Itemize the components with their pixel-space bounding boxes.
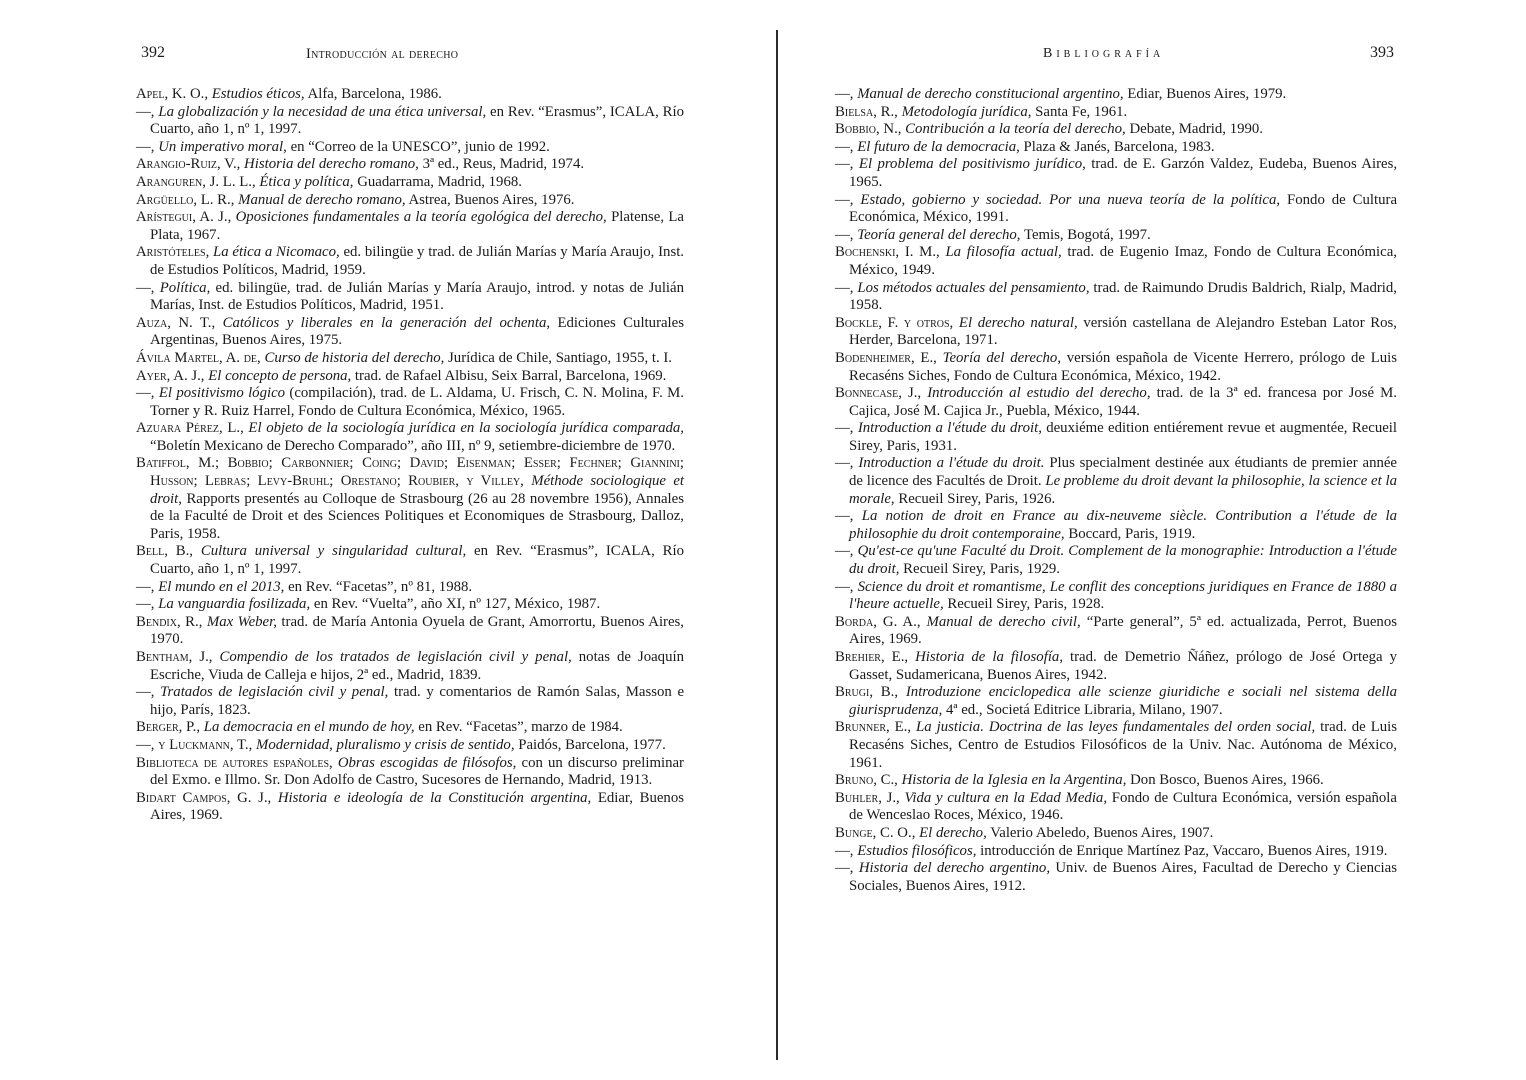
- entry-title: El mundo en el 2013,: [158, 578, 285, 595]
- entry-author: —,: [835, 860, 854, 877]
- entry-details: notas de Joaquín Escriche, Viuda de Calleja e hijos, 2ª ed., Madrid, 1839.: [150, 649, 684, 683]
- bibliography-entry: [835, 104, 1397, 122]
- entry-title: Estado, gobierno y sociedad. Por una nueva teoría de la política,: [860, 191, 1281, 208]
- entry-title: Un imperativo moral,: [158, 138, 287, 155]
- entry-title: Tratados de legislación civil y penal,: [160, 684, 389, 701]
- entry-author: Berger, P.,: [136, 719, 201, 736]
- entry-author: Buhler, J.,: [835, 789, 900, 806]
- entry-author: —,: [835, 420, 854, 437]
- entry-title: Historia de la Iglesia en la Argentina,: [901, 772, 1127, 789]
- entry-title: Manual de derecho civil,: [926, 613, 1081, 630]
- entry-details: trad. de Rafael Albisu, Seix Barral, Barcelona, 1969.: [354, 367, 667, 384]
- entry-title: El positivismo lógico: [158, 385, 286, 402]
- bibliography-entry: [136, 368, 684, 386]
- page-number-left: 392: [141, 44, 165, 61]
- entry-author: —,: [136, 103, 155, 120]
- entry-details: Recueil Sirey, Paris, 1929.: [903, 561, 1060, 578]
- entry-author: —,: [136, 578, 155, 595]
- entry-details: ed. bilingüe, trad. de Julián Marías y María Araujo, introd. y notas de Julián Marías, Inst. de Estudios Políticos, Madrid, 1951.: [150, 279, 685, 314]
- entry-title: Católicos y liberales en la generación del ochenta,: [222, 314, 551, 331]
- entry-title: La globalización y la necesidad de una ética universal,: [158, 103, 487, 120]
- entry-author: Biblioteca de autores españoles,: [136, 754, 333, 771]
- bibliography-entry: [136, 192, 684, 210]
- entry-title: Metodología jurídica,: [901, 103, 1032, 120]
- entry-details: introducción de Enrique Martínez Paz, Vaccaro, Buenos Aires, 1919.: [980, 842, 1388, 859]
- entry-author: Bobbio, N.,: [835, 121, 902, 138]
- entry-title: Modernidad, pluralismo y crisis de sentido,: [256, 736, 515, 753]
- entry-details: ed. bilingüe y trad. de Julián Marías y María Araujo, Inst. de Estudios Políticos, Madrid, 1959.: [150, 244, 685, 278]
- running-head-left: Introducción al derecho: [306, 46, 459, 62]
- bibliography-entry: [835, 772, 1397, 790]
- entry-title: Méthode sociologique et droit,: [150, 473, 685, 507]
- bibliography-list-left: [136, 86, 684, 825]
- entry-author: —,: [835, 226, 854, 243]
- entry-details: versión española de Vicente Herrero, prólogo de Luis Recaséns Siches, Fondo de Cultura Económica, México, 1942.: [849, 349, 1398, 384]
- entry-author: Apel, K. O.,: [136, 86, 209, 102]
- bibliography-entry: [835, 684, 1397, 719]
- entry-details: Santa Fe, 1961.: [1035, 103, 1128, 120]
- entry-details: Ediar, Buenos Aires, 1979.: [1127, 86, 1287, 102]
- entry-author: —,: [136, 279, 155, 296]
- entry-details: Valerio Abeledo, Buenos Aires, 1907.: [990, 824, 1214, 841]
- entry-author: Auza, N. T.,: [136, 314, 216, 331]
- bibliography-entry: [835, 192, 1397, 227]
- entry-details: (compilación), trad. de L. Aldama, U. Frisch, C. N. Molina, F. M. Torner y R. Ruiz Harrel, Fondo de Cultura Económica, México, 1965.: [150, 385, 684, 419]
- bibliography-entry: [835, 315, 1397, 350]
- entry-title: El problema del positivismo jurídico,: [858, 156, 1086, 173]
- entry-details: trad. de María Antonia Oyuela de Grant, Amorrortu, Buenos Aires, 1970.: [150, 613, 685, 648]
- bibliography-entry: [835, 244, 1397, 279]
- entry-author: Arangio-Ruiz, V.,: [136, 156, 241, 173]
- entry-title: Introducción al estudio del derecho,: [927, 385, 1151, 402]
- entry-author: Bochenski, I. M.,: [835, 244, 940, 261]
- entry-author: Aranguren, J. L. L.,: [136, 173, 256, 190]
- page-number-right: 393: [1370, 44, 1394, 61]
- bibliography-entry: [136, 596, 684, 614]
- entry-details: trad. de Raimundo Drudis Baldrich, Rialp, Madrid, 1958.: [849, 279, 1398, 314]
- bibliography-entry: [136, 719, 684, 737]
- bibliography-list-right: [835, 86, 1397, 895]
- bibliography-entry: [136, 455, 684, 543]
- entry-details: en Rev. “Erasmus”, ICALA, Río Cuarto, año 1, nº 1, 1997.: [150, 543, 685, 578]
- entry-title: La justicia. Doctrina de las leyes fundamentales del orden social,: [916, 719, 1316, 736]
- bibliography-entry: [136, 755, 684, 790]
- bibliography-entry: [136, 104, 684, 139]
- entry-title: Cultura universal y singularidad cultural,: [200, 543, 467, 560]
- entry-author: Ayer, A. J.,: [136, 367, 205, 384]
- bibliography-entry: [835, 790, 1397, 825]
- entry-details: “Boletín Mexicano de Derecho Comparado”, año III, nº 9, setiembre-diciembre de 1970.: [150, 437, 676, 454]
- entry-details: trad. de E. Garzón Valdez, Eudeba, Buenos Aires, 1965.: [849, 156, 1398, 190]
- entry-title: Manual de derecho constitucional argentino,: [857, 86, 1124, 102]
- entry-title: Le probleme du droit devant la philosophie, la science et la morale,: [849, 473, 1397, 507]
- entry-details: Ediciones Culturales Argentinas, Buenos Aires, 1975.: [150, 314, 684, 349]
- entry-title: Historia e ideología de la Constitución argentina,: [277, 789, 592, 806]
- entry-title: Introduction a l'étude du droit.: [858, 455, 1045, 472]
- entry-title: Historia del derecho argentino,: [858, 860, 1051, 877]
- bibliography-entry: [835, 350, 1397, 385]
- bibliography-entry: [835, 156, 1397, 191]
- entry-details: Rapports presentés au Colloque de Strasbourg (26 au 28 novembre 1956), Annales de la Faculté de Droit et des Sciences Politiques et Economiques de Strasbourg, Dalloz, Paris, 1958.: [150, 490, 684, 542]
- bibliography-entry: [136, 209, 684, 244]
- bibliography-entry: [136, 614, 684, 649]
- entry-author: Bidart Campos, G. J.,: [136, 789, 272, 806]
- entry-title: Ética y política,: [259, 173, 354, 190]
- entry-details: en Rev. “Erasmus”, ICALA, Río Cuarto, año 1, nº 1, 1997.: [150, 103, 684, 138]
- entry-author: Bockle, F. y otros,: [835, 314, 954, 331]
- entry-details: trad. de la 3ª ed. francesa por José M. Cajica, José M. Cajica Jr., Puebla, México, 1944.: [849, 385, 1398, 419]
- entry-title: Obras escogidas de filósofos,: [337, 754, 517, 771]
- entry-author: Argüello, L. R.,: [136, 191, 235, 208]
- entry-details: Platense, La Plata, 1967.: [150, 209, 684, 243]
- entry-title: Política,: [159, 279, 211, 296]
- entry-author: —,: [136, 138, 155, 155]
- bibliography-entry: [835, 825, 1397, 843]
- entry-title: La filosofía actual,: [945, 244, 1062, 261]
- entry-title: Oposiciones fundamentales a la teoría egológica del derecho,: [235, 209, 607, 226]
- entry-details: Don Bosco, Buenos Aires, 1966.: [1130, 772, 1324, 789]
- entry-author: —,: [835, 543, 854, 560]
- entry-title: Science du droit et romantisme, Le conflit des conceptions juridiques en France de 1880 a l'heure actuelle,: [849, 578, 1397, 613]
- entry-details: Plus specialment destinée aux étudiants de premier année de licence des Facultés de Droit.: [849, 455, 1397, 490]
- entry-author: Bendix, R.,: [136, 613, 203, 630]
- bibliography-entry: [136, 156, 684, 174]
- entry-details: Recueil Sirey, Paris, 1928.: [947, 596, 1105, 613]
- entry-details: versión castellana de Alejandro Esteban Lator Ros, Herder, Barcelona, 1971.: [849, 314, 1397, 349]
- entry-author: —,: [136, 684, 155, 701]
- entry-author: Borda, G. A.,: [835, 613, 921, 630]
- entry-author: —,: [835, 455, 854, 472]
- entry-details: Jurídica de Chile, Santiago, 1955, t. I.: [448, 349, 673, 366]
- bibliography-entry: [136, 385, 684, 420]
- bibliography-entry: [136, 280, 684, 315]
- entry-details: Ediar, Buenos Aires, 1969.: [150, 789, 684, 824]
- bibliography-entry: [136, 684, 684, 719]
- bibliography-entry: [136, 315, 684, 350]
- entry-author: —,: [136, 385, 155, 402]
- entry-title: La vanguardia fosilizada,: [158, 596, 311, 613]
- entry-details: Debate, Madrid, 1990.: [1129, 121, 1263, 138]
- entry-details: Plaza & Janés, Barcelona, 1983.: [1023, 138, 1215, 155]
- entry-title: Introduzione enciclopedica alle scienze giuridiche e sociali nel sistema della giurisprudenza,: [849, 684, 1398, 718]
- entry-title: Curso de historia del derecho,: [264, 349, 445, 366]
- right-page: [763, 0, 1526, 1080]
- entry-title: El concepto de persona,: [208, 367, 352, 384]
- bibliography-entry: [136, 649, 684, 684]
- entry-author: Brehier, E.,: [835, 649, 909, 665]
- entry-title: Estudios éticos,: [211, 86, 305, 102]
- entry-author: Ávila Martel, A. de,: [136, 349, 261, 366]
- entry-author: —,: [136, 596, 155, 613]
- entry-author: Bonnecase, J.,: [835, 385, 922, 402]
- entry-details: en “Correo de la UNESCO”, junio de 1992.: [290, 138, 550, 155]
- entry-title: Historia de la filosofía,: [915, 649, 1064, 665]
- bibliography-entry: [835, 139, 1397, 157]
- bibliography-entry: [835, 860, 1397, 895]
- entry-details: Alfa, Barcelona, 1986.: [307, 86, 442, 102]
- entry-author: —,: [835, 279, 854, 296]
- entry-details: con un discurso preliminar del Exmo. e Illmo. Sr. Don Adolfo de Castro, Sucesores de Hernando, Madrid, 1913.: [150, 754, 684, 789]
- bibliography-entry: [835, 280, 1397, 315]
- entry-title: Qu'est-ce qu'une Faculté du Droit. Complement de la monographie: Introduction a l'étude du droit,: [849, 543, 1397, 578]
- entry-details: trad. y comentarios de Ramón Salas, Masson e hijo, París, 1823.: [150, 684, 685, 718]
- entry-author: Batiffol, M.; Bobbio; Carbonnier; Coing; David; Eisenman; Esser; Fechner; Giannini; Husson; Lebras; Levy-Bruhl; Orestano; Roubier, y Villey,: [136, 455, 684, 490]
- entry-title: Manual de derecho romano,: [238, 191, 406, 208]
- bibliography-entry: [835, 508, 1397, 543]
- entry-title: Contribución a la teoría del derecho,: [905, 121, 1126, 138]
- entry-author: —,: [835, 86, 854, 102]
- entry-author: Arístegui, A. J.,: [136, 209, 232, 226]
- entry-author: —,: [835, 508, 854, 525]
- bibliography-entry: [835, 843, 1397, 861]
- bibliography-entry: [136, 174, 684, 192]
- entry-title: La ética a Nicomaco,: [213, 244, 340, 261]
- bibliography-entry: [136, 139, 684, 157]
- entry-details: “Parte general”, 5ª ed. actualizada, Perrot, Buenos Aires, 1969.: [849, 613, 1397, 648]
- entry-title: Introduction a l'étude du droit,: [857, 420, 1042, 437]
- bibliography-entry: [835, 385, 1397, 420]
- entry-details: Fondo de Cultura Económica, versión española de Wenceslao Roces, México, 1946.: [849, 789, 1397, 824]
- bibliography-entry: [835, 543, 1397, 578]
- bibliography-entry: [136, 420, 684, 455]
- entry-details: trad. de Luis Recaséns Siches, Centro de Estudios Filosóficos de la Univ. Nac. Autónoma de México, 1961.: [849, 719, 1398, 771]
- entry-details: Temis, Bogotá, 1997.: [1023, 226, 1151, 243]
- bibliography-entry: [136, 350, 684, 368]
- entry-author: Bodenheimer, E.,: [835, 349, 937, 366]
- entry-author: Bielsa, R.,: [835, 103, 898, 120]
- running-head-right: Bibliografía: [1043, 46, 1165, 61]
- entry-details: Guadarrama, Madrid, 1968.: [357, 173, 522, 190]
- bibliography-entry: [136, 86, 684, 104]
- entry-author: —,: [835, 191, 854, 208]
- entry-title: El objeto de la sociología jurídica en la sociología jurídica comparada,: [248, 420, 684, 437]
- bibliography-entry: [835, 579, 1397, 614]
- bibliography-entry: [835, 614, 1397, 649]
- entry-author: Brugi, B.,: [835, 684, 899, 701]
- entry-title: La notion de droit en France au dix-neuveme siècle. Contribution a l'étude de la philosophie du droit contemporaine,: [849, 508, 1398, 542]
- entry-author: Brunner, E.,: [835, 719, 912, 736]
- bibliography-entry: [136, 579, 684, 597]
- entry-author: Bentham, J.,: [136, 649, 213, 665]
- bibliography-entry: [835, 719, 1397, 772]
- entry-details: Boccard, Paris, 1919.: [1068, 525, 1196, 542]
- entry-title: Vida y cultura en la Edad Media,: [904, 789, 1108, 806]
- entry-title: La democracia en el mundo de hoy,: [203, 719, 415, 736]
- entry-details: en Rev. “Vuelta”, año XI, nº 127, México, 1987.: [313, 596, 601, 613]
- bibliography-entry: [136, 737, 684, 755]
- entry-title: Historia del derecho romano,: [244, 156, 419, 173]
- entry-details: 4ª ed., Societá Editrice Libraria, Milano, 1907.: [946, 701, 1223, 718]
- entry-title: Teoría general del derecho,: [857, 226, 1021, 243]
- entry-author: Bruno, C.,: [835, 772, 898, 789]
- entry-title: Los métodos actuales del pensamiento,: [857, 279, 1090, 296]
- entry-details: en Rev. “Facetas”, marzo de 1984.: [418, 719, 623, 736]
- entry-details: Astrea, Buenos Aires, 1976.: [408, 191, 575, 208]
- bibliography-entry: [136, 543, 684, 578]
- entry-author: —,: [835, 156, 854, 173]
- bibliography-entry: [136, 790, 684, 825]
- entry-details: Univ. de Buenos Aires, Facultad de Derecho y Ciencias Sociales, Buenos Aires, 1912.: [849, 860, 1397, 894]
- bibliography-entry: [835, 455, 1397, 508]
- entry-details: trad. de Eugenio Imaz, Fondo de Cultura Económica, México, 1949.: [849, 244, 1397, 278]
- entry-details: Fondo de Cultura Económica, México, 1991.: [849, 191, 1398, 226]
- bibliography-entry: [835, 420, 1397, 455]
- entry-author: Aristóteles,: [136, 244, 210, 261]
- entry-title: Max Weber,: [206, 613, 277, 630]
- entry-title: El derecho,: [919, 824, 987, 841]
- entry-details: en Rev. “Facetas”, nº 81, 1988.: [288, 578, 473, 595]
- bibliography-entry: [835, 121, 1397, 139]
- bibliography-entry: [835, 649, 1397, 684]
- bibliography-entry: [835, 227, 1397, 245]
- entry-author: Bell, B.,: [136, 543, 194, 560]
- bibliography-entry: [136, 244, 684, 279]
- entry-author: —,: [835, 138, 854, 155]
- entry-title: Estudios filosóficos,: [857, 842, 977, 859]
- entry-author: Bunge, C. O.,: [835, 824, 916, 841]
- entry-details: deuxiéme edition entiérement revue et augmentée, Recueil Sirey, Paris, 1931.: [849, 420, 1398, 454]
- bibliography-entry: [835, 86, 1397, 104]
- entry-author: —,: [835, 842, 854, 859]
- entry-title: El derecho natural,: [958, 314, 1078, 331]
- entry-author: —, y Luckmann, T.,: [136, 736, 253, 753]
- entry-title: Compendio de los tratados de legislación civil y penal,: [219, 649, 572, 665]
- entry-details: Paidós, Barcelona, 1977.: [518, 736, 666, 753]
- entry-details: 3ª ed., Reus, Madrid, 1974.: [422, 156, 585, 173]
- entry-author: —,: [835, 578, 854, 595]
- entry-details: Recueil Sirey, Paris, 1926.: [898, 490, 1056, 507]
- entry-details: trad. de Demetrio Ñáñez, prólogo de José Ortega y Gasset, Sudamericana, Buenos Aires, 1942.: [849, 649, 1397, 683]
- entry-title: El futuro de la democracia,: [857, 138, 1020, 155]
- entry-author: Azuara Pérez, L.,: [136, 420, 244, 437]
- entry-title: Teoría del derecho,: [942, 349, 1062, 366]
